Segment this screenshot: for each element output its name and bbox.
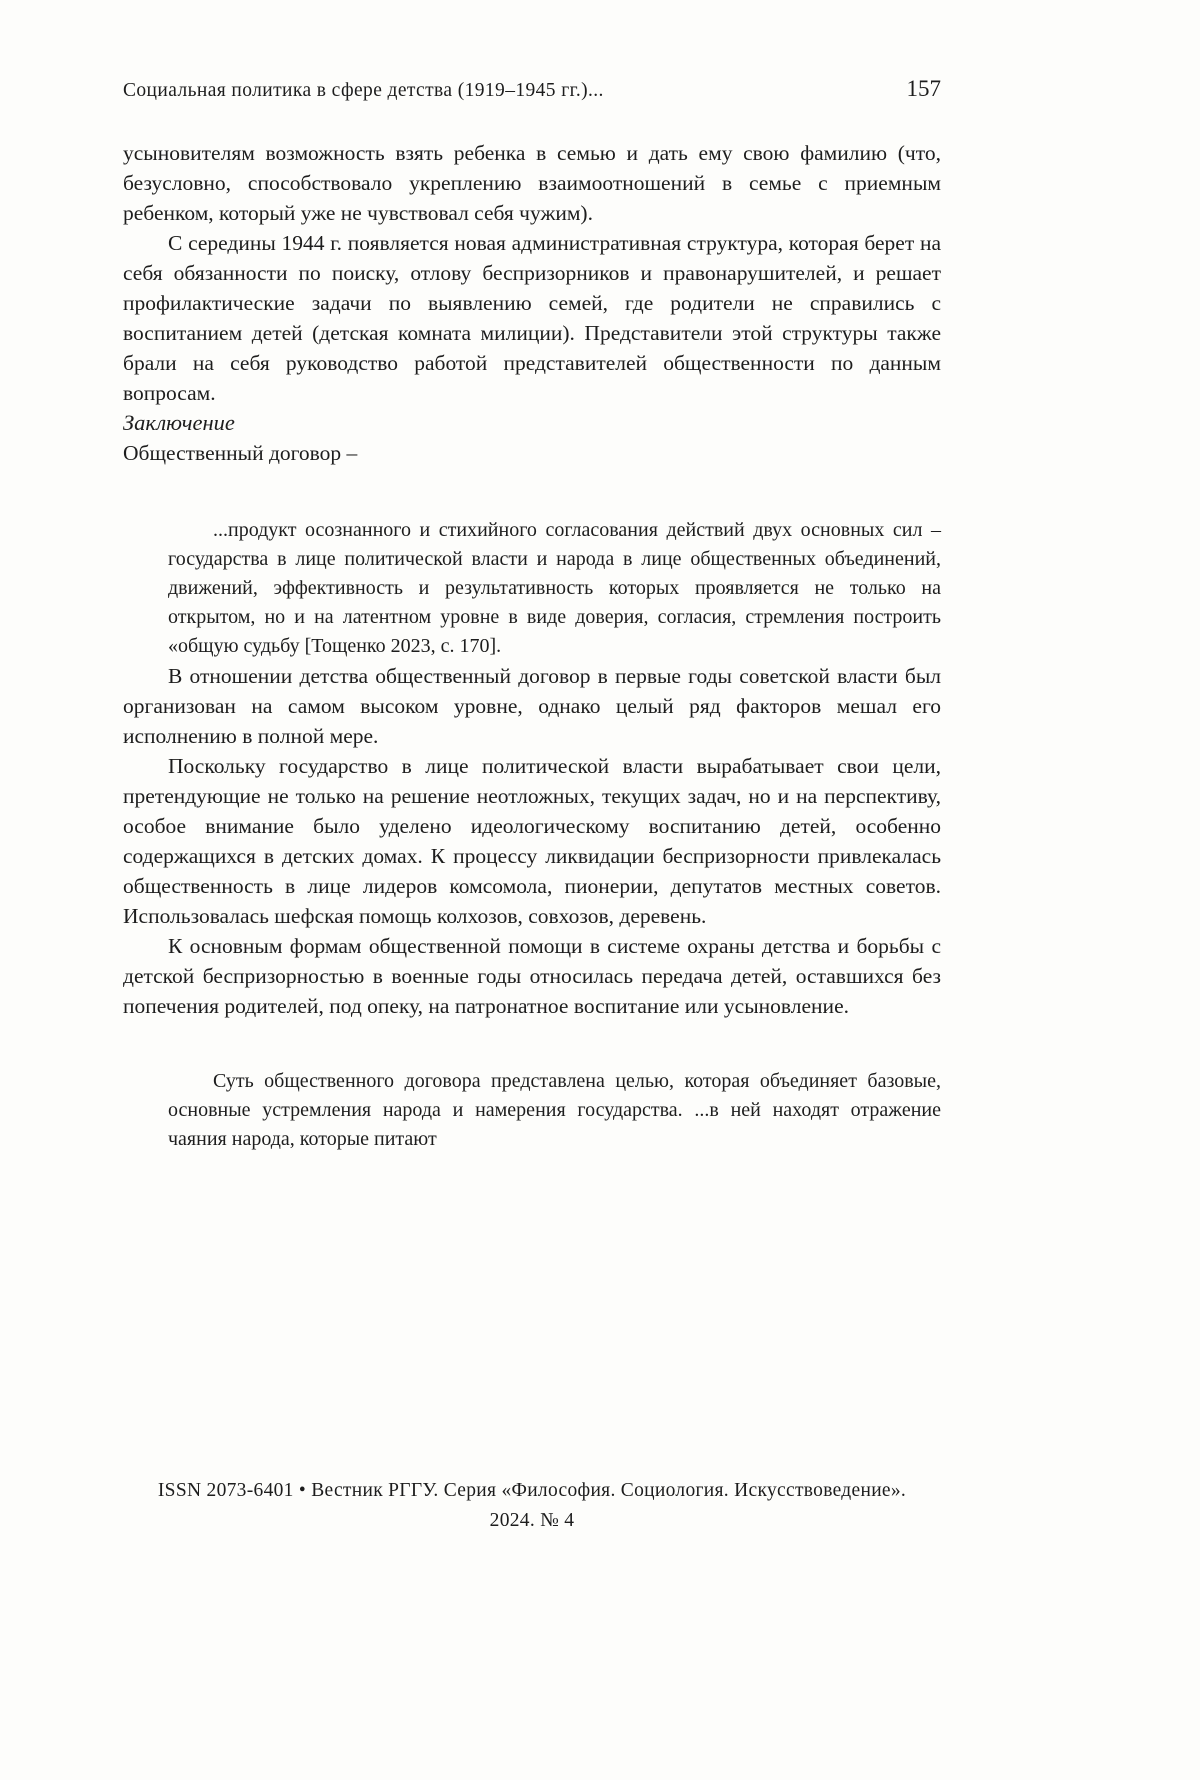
paragraph: В отношении детства общественный договор в первые годы советской власти был организован на самом высоком уровне, однако целый ряд факторов мешал его исполнению в полной мере. — [123, 664, 941, 748]
blockquote: Суть общественного договора представлена целью, которая объединяет базовые, основные устремления народа и намерения государства. ...в ней находят отражение чаяния народа, которые питают — [168, 1070, 941, 1150]
paragraph: С середины 1944 г. появляется новая административная структура, которая берет на себя обязанности по поиску, отлову беспризорников и правонарушителей, и решает профилактические задачи по выявлению семей, где родители не справились с воспитанием детей (детская комната милиции). Представители этой структуры также брали на себя руководство работой представителей общественности по данным вопросам. — [123, 231, 941, 405]
running-header — [123, 76, 941, 102]
paragraph-continuation: усыновителям возможность взять ребенка в семью и дать ему свою фамилию (что, безусловно, способствовало укреплению взаимоотношений в семье с приемным ребенком, который уже не чувствовал себя чужим). — [123, 141, 941, 225]
article-body — [123, 138, 941, 1154]
section-heading: Заключение — [123, 410, 235, 435]
page-footer — [123, 1476, 941, 1536]
text-column — [123, 76, 941, 1154]
paragraph: К основным формам общественной помощи в системе охраны детства и борьбы с детской беспризорностью в военные годы относилась передача детей, оставшихся без попечения родителей, под опеку, на патронатное воспитание или усыновление. — [123, 934, 941, 1018]
quote-intro-line: Общественный договор – — [123, 441, 358, 465]
blockquote: ...продукт осознанного и стихийного согласования действий двух основных сил – государства в лице политической власти и народа в лице общественных объединений, движений, эффективность и результативность которых проявляется не только на открытом, но и на латентном уровне в виде доверия, согласия, стремления построить «общую судьбу [Тощенко 2023, с. 170]. — [168, 519, 941, 657]
footer-issue-line: 2024. № 4 — [489, 1510, 575, 1531]
footer-issn-line: ISSN 2073-6401 • Вестник РГГУ. Серия «Философия. Социология. Искусствоведение». — [157, 1480, 907, 1501]
page-number: 157 — [906, 76, 941, 101]
running-title: Социальная политика в сфере детства (1919–1945 гг.)... — [123, 80, 604, 101]
paragraph: Поскольку государство в лице политической власти вырабатывает свои цели, претендующие не только на решение неотложных, текущих задач, но и на перспективу, особое внимание было уделено идеологическому воспитанию детей, особенно содержащихся в детских домах. К процессу ликвидации беспризорности привлекалась общественность в лице лидеров комсомола, пионерии, депутатов местных советов. Использовалась шефская помощь колхозов, совхозов, деревень. — [123, 754, 941, 928]
